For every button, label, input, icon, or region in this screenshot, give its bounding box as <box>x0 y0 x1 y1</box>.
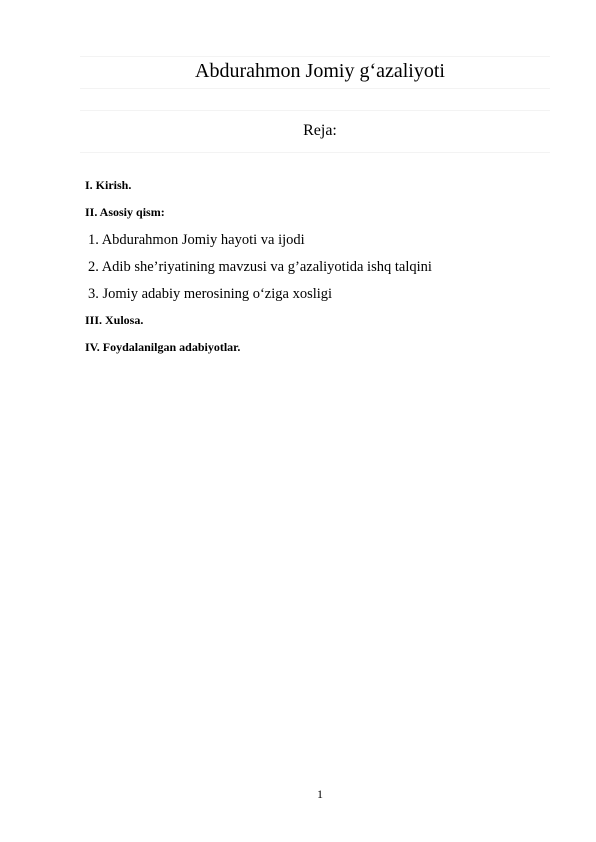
plan-heading: Reja: <box>303 122 337 139</box>
outline-item-conclusion: III. Xulosa. <box>85 313 144 327</box>
outline-subitem-1: 1. Abdurahmon Jomiy hayoti va ijodi <box>88 232 305 248</box>
outline-subitem-2: 2. Adib she’riyatining mavzusi va g’azaliyotida ishq talqini <box>88 259 432 275</box>
page-number: 1 <box>317 787 323 801</box>
outline-list <box>85 178 555 367</box>
faint-rule <box>80 152 550 153</box>
outline-item-references: IV. Foydalanilgan adabiyotlar. <box>85 340 241 354</box>
outline-subitem-3: 3. Jomiy adabiy merosining o‘ziga xosligi <box>88 286 333 302</box>
faint-rule <box>80 56 550 57</box>
document-title: Abdurahmon Jomiy g‘azaliyoti <box>195 60 445 82</box>
outline-item-main-part: II. Asosiy qism: <box>85 205 165 219</box>
outline-item-introduction: I. Kirish. <box>85 178 132 192</box>
faint-rule <box>80 88 550 89</box>
faint-rule <box>80 110 550 111</box>
